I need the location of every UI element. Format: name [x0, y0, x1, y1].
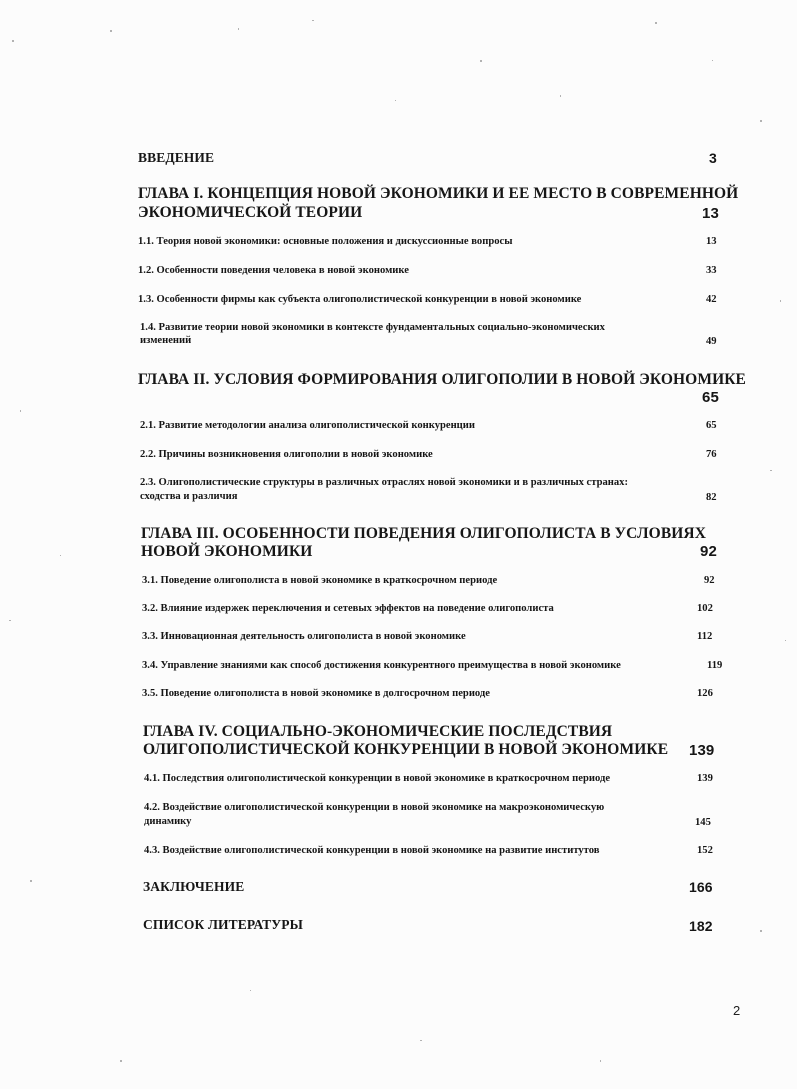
- toc-chapter-4-page: 139: [689, 742, 715, 759]
- toc-section-1-2-page: 33: [706, 265, 717, 276]
- toc-chapter-4-title-line1: ГЛАВА IV. СОЦИАЛЬНО-ЭКОНОМИЧЕСКИЕ ПОСЛЕДСТВИЯ: [143, 723, 613, 740]
- toc-chapter-2-page: 65: [702, 389, 719, 406]
- toc-section-3-5-page: 126: [697, 688, 713, 699]
- toc-section-1-1-title: 1.1. Теория новой экономики: основные положения и дискуссионные вопросы: [138, 236, 513, 247]
- toc-section-4-3-page: 152: [697, 845, 713, 856]
- toc-section-1-4-page: 49: [706, 336, 717, 347]
- scan-speck: [712, 60, 713, 61]
- toc-section-3-2-title: 3.2. Влияние издержек переключения и сетевых эффектов на поведение олигополиста: [142, 603, 554, 614]
- toc-section-4-2-title-line2: динамику: [144, 816, 192, 827]
- toc-section-4-3-title: 4.3. Воздействие олигополистической конкуренции в новой экономике на развитие институтов: [144, 845, 600, 856]
- toc-section-1-4-title-line2: изменений: [140, 335, 192, 346]
- toc-chapter-1-page: 13: [702, 205, 719, 222]
- toc-section-3-5-title: 3.5. Поведение олигополиста в новой экономике в долгосрочном периоде: [142, 688, 490, 699]
- toc-section-3-1-title: 3.1. Поведение олигополиста в новой экономике в краткосрочном периоде: [142, 575, 498, 586]
- scan-speck: [60, 555, 61, 556]
- toc-section-1-3-page: 42: [706, 294, 717, 305]
- scan-speck: [238, 28, 239, 30]
- toc-intro-page: 3: [709, 150, 717, 166]
- toc-chapter-3-title-line2: НОВОЙ ЭКОНОМИКИ: [141, 543, 313, 560]
- scan-speck: [420, 1040, 422, 1041]
- toc-section-3-1-page: 92: [704, 575, 715, 586]
- scan-speck: [110, 30, 112, 32]
- scan-speck: [780, 300, 781, 302]
- scan-speck: [770, 470, 772, 471]
- toc-section-4-1-title: 4.1. Последствия олигополистической конкуренции в новой экономике в краткосрочном периоде: [144, 773, 611, 784]
- page-number: 2: [733, 1003, 741, 1018]
- scan-speck: [9, 620, 11, 621]
- toc-conclusion-title: ЗАКЛЮЧЕНИЕ: [143, 879, 245, 894]
- toc-chapter-3-title-line1: ГЛАВА III. ОСОБЕННОСТИ ПОВЕДЕНИЯ ОЛИГОПОЛИСТА В УСЛОВИЯХ: [141, 525, 706, 542]
- toc-chapter-3-page: 92: [700, 543, 717, 560]
- scan-speck: [312, 20, 314, 21]
- toc-section-3-3-page: 112: [697, 631, 713, 642]
- toc-section-2-1-page: 65: [706, 420, 717, 431]
- toc-chapter-1-title-line1: ГЛАВА I. КОНЦЕПЦИЯ НОВОЙ ЭКОНОМИКИ И ЕЕ МЕСТО В СОВРЕМЕННОЙ: [138, 185, 739, 202]
- toc-section-3-4-title: 3.4. Управление знаниями как способ достижения конкурентного преимущества в новой экономике: [142, 660, 621, 671]
- toc-section-4-2-page: 145: [695, 817, 711, 828]
- scan-speck: [655, 22, 657, 24]
- scan-speck: [30, 880, 32, 882]
- toc-section-3-3-title: 3.3. Инновационная деятельность олигополиста в новой экономике: [142, 631, 466, 642]
- scan-speck: [395, 100, 396, 101]
- scan-speck: [20, 410, 21, 412]
- toc-section-1-4-title-line1: 1.4. Развитие теории новой экономики в контексте фундаментальных социально-экономических: [140, 322, 605, 333]
- scan-speck: [785, 640, 786, 641]
- toc-references-page: 182: [689, 918, 713, 934]
- toc-section-2-2-page: 76: [706, 449, 717, 460]
- toc-references-title: СПИСОК ЛИТЕРАТУРЫ: [143, 917, 303, 932]
- scan-speck: [12, 40, 14, 42]
- toc-chapter-1-title-line2: ЭКОНОМИЧЕСКОЙ ТЕОРИИ: [138, 204, 363, 221]
- toc-section-4-2-title-line1: 4.2. Воздействие олигополистической конкуренции в новой экономике на макроэкономическую: [144, 802, 605, 813]
- toc-section-1-3-title: 1.3. Особенности фирмы как субъекта олигополистической конкуренции в новой экономике: [138, 294, 582, 305]
- toc-section-4-1-page: 139: [697, 773, 713, 784]
- toc-chapter-2-title: ГЛАВА II. УСЛОВИЯ ФОРМИРОВАНИЯ ОЛИГОПОЛИИ В НОВОЙ ЭКОНОМИКЕ: [138, 371, 747, 388]
- toc-section-3-4-page: 119: [707, 660, 723, 671]
- toc-section-1-1-page: 13: [706, 236, 717, 247]
- toc-chapter-4-title-line2: ОЛИГОПОЛИСТИЧЕСКОЙ КОНКУРЕНЦИИ В НОВОЙ ЭКОНОМИКЕ: [143, 741, 669, 758]
- scan-speck: [760, 930, 762, 932]
- toc-section-2-3-title-line2: сходства и различия: [140, 491, 238, 502]
- scan-speck: [120, 1060, 122, 1062]
- toc-section-3-2-page: 102: [697, 603, 713, 614]
- scan-speck: [760, 120, 762, 122]
- toc-section-2-1-title: 2.1. Развитие методологии анализа олигополистической конкуренции: [140, 420, 475, 431]
- toc-section-1-2-title: 1.2. Особенности поведения человека в новой экономике: [138, 265, 409, 276]
- toc-conclusion-page: 166: [689, 879, 713, 895]
- toc-intro-title: ВВЕДЕНИЕ: [138, 150, 215, 165]
- scan-speck: [480, 60, 482, 62]
- toc-section-2-2-title: 2.2. Причины возникновения олигополии в новой экономике: [140, 449, 433, 460]
- scan-speck: [560, 95, 561, 97]
- toc-section-2-3-title-line1: 2.3. Олигополистические структуры в различных отраслях новой экономики и в различных странах:: [140, 477, 628, 488]
- scan-speck: [250, 990, 251, 991]
- scan-speck: [600, 1060, 601, 1062]
- toc-section-2-3-page: 82: [706, 492, 717, 503]
